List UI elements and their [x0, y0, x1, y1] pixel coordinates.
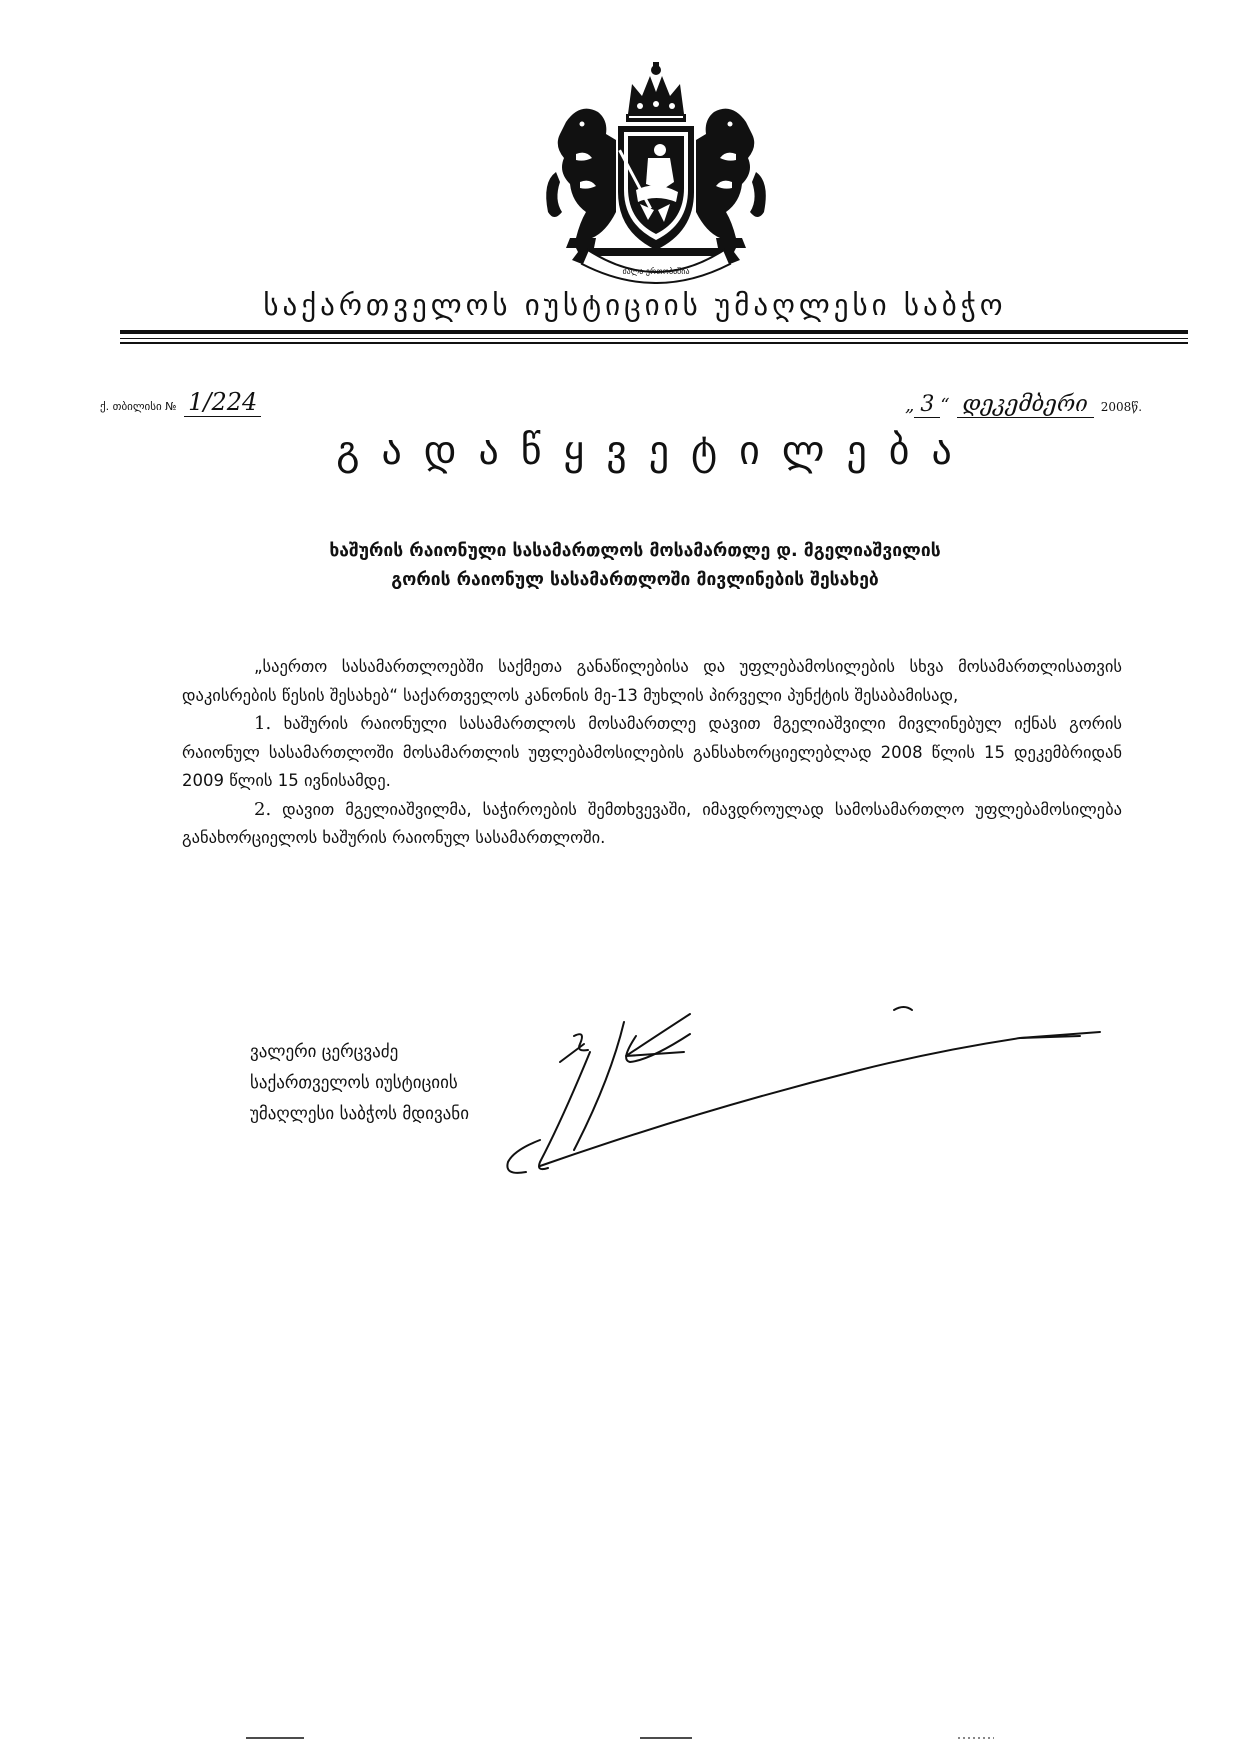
- coat-of-arms-icon: [536, 62, 776, 284]
- point-number: 2.: [254, 798, 272, 820]
- date-month: დეკემბერი: [957, 392, 1094, 418]
- point-text: დავით მგელიაშვილმა, საჭიროების შემთხვევაში, იმავდროულად სამოსამართლო უფლებამოსილება განახორციელოს ხაშურის რაიონულ სასამართლოში.: [182, 799, 1122, 847]
- point-text: ხაშურის რაიონული სასამართლოს მოსამართლე დავით მგელიაშვილი მივლინებულ იქნას გორის რაიონულ სასამართლოში მოსამართლის უფლებამოსილების განსახორციელებლად 2008 წლის 15 დეკემბრიდან 2009 წლის 15 ივნისამდე.: [182, 714, 1122, 790]
- registration-number-line: [100, 388, 261, 416]
- registration-number-label: ქ. თბილისი №: [100, 400, 177, 413]
- signatory-name: ვალერი ცერცვაძე: [250, 1042, 399, 1062]
- document-body: [182, 653, 1122, 853]
- decision-point: [182, 710, 1122, 796]
- decision-point: [182, 796, 1122, 853]
- handwritten-signature: [500, 1000, 1120, 1240]
- footer-marks: [0, 1728, 1248, 1748]
- date-year: 2008წ.: [1100, 400, 1143, 414]
- signatory-title: უმაღლესი საბჭოს მდივანი: [250, 1104, 469, 1124]
- signatory-title: საქართველოს იუსტიციის: [250, 1073, 458, 1093]
- signatory-block: [250, 1037, 469, 1130]
- registration-number: 1/224: [184, 388, 261, 417]
- point-number: 1.: [254, 713, 272, 734]
- header-rule-thin: [120, 338, 1188, 339]
- document-subject: [200, 537, 1070, 595]
- svg-text:ძალა ერთობაშია: ძალა ერთობაშია: [622, 267, 690, 276]
- document-date: „ 3 “ დეკემბერი 2008წ.: [905, 392, 1143, 417]
- document-title: გადაწყვეტილება: [336, 428, 974, 474]
- institution-title: საქართველოს იუსტიციის უმაღლესი საბჭო: [263, 288, 1007, 322]
- header-rule-bottom: [120, 342, 1188, 344]
- subject-line: ხაშურის რაიონული სასამართლოს მოსამართლე დ. მგელიაშვილის: [329, 541, 941, 561]
- preamble-paragraph: „საერთო სასამართლოებში საქმეთა განაწილებისა და უფლებამოსილების სხვა მოსამართლისათვის დაკისრების წესის შესახებ“ საქართველოს კანონის მე-13 მუხლის პირველი პუნქტის შესაბამისად,: [182, 657, 1122, 705]
- header-rule-thick: [120, 330, 1188, 334]
- date-day: 3: [914, 392, 940, 418]
- subject-line: გორის რაიონულ სასამართლოში მივლინების შესახებ: [391, 570, 879, 590]
